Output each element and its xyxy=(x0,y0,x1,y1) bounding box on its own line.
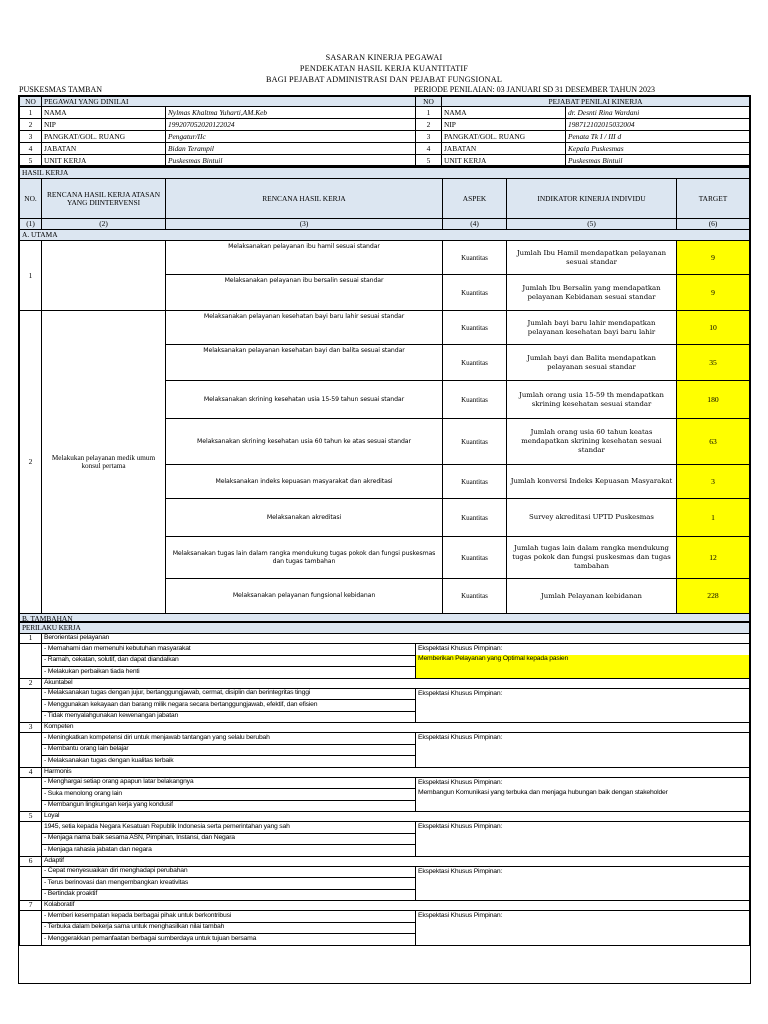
target-value: 180 xyxy=(677,381,750,419)
perilaku-item: - Suka menolong orang lain xyxy=(42,789,416,801)
identity-no: 3 xyxy=(20,131,42,143)
perilaku-item-row xyxy=(20,833,750,845)
rhk-text: Melaksanakan pelayanan kesehatan bayi baru lahir sesuai standar xyxy=(166,311,443,345)
perilaku-item-row xyxy=(20,789,750,801)
identity-row xyxy=(20,131,750,143)
target-value: 10 xyxy=(677,311,750,345)
colnum-3: (3) xyxy=(166,219,443,230)
perilaku-no-spacer xyxy=(20,688,42,723)
iki-text: Jumlah tugas lain dalam rangka mendukung tugas pokok dan fungsi puskesmas dan tugas tambahan xyxy=(507,537,677,579)
identity-no-2: 5 xyxy=(416,155,442,167)
no-header: NO xyxy=(20,97,42,107)
iki-text: Jumlah bayi baru lahir mendapatkan pelayanan kesehatan bayi baru lahir xyxy=(507,311,677,345)
ekspektasi-value xyxy=(416,833,750,856)
aspek-value: Kuantitas xyxy=(443,241,507,275)
perilaku-no: 1 xyxy=(20,634,42,644)
hasil-kerja-row xyxy=(20,311,750,345)
rhk-text: Melaksanakan akreditasi xyxy=(166,499,443,537)
ekspektasi-label: Ekspektasi Khusus Pimpinan: xyxy=(416,644,750,656)
colnum-1: (1) xyxy=(20,219,42,230)
no-header-2: NO xyxy=(416,97,442,107)
aspek-value: Kuantitas xyxy=(443,275,507,311)
rhk-atasan-empty xyxy=(42,241,166,311)
perilaku-title-row xyxy=(20,678,750,688)
col-target: TARGET xyxy=(677,179,750,219)
aspek-value: Kuantitas xyxy=(443,419,507,465)
ekspektasi-label: Ekspektasi Khusus Pimpinan: xyxy=(416,866,750,878)
aspek-value: Kuantitas xyxy=(443,579,507,614)
utama-section: A. UTAMA xyxy=(20,230,750,241)
pegawai-header: PEGAWAI YANG DINILAI xyxy=(42,97,416,107)
perilaku-item-row xyxy=(20,878,750,890)
identity-label: NAMA xyxy=(42,107,166,119)
pejabat-value: 198712102015032004 xyxy=(566,119,750,131)
aspek-value: Kuantitas xyxy=(443,311,507,345)
iki-text: Jumlah bayi dan Balita mendapatkan pelayanan sesuai standar xyxy=(507,345,677,381)
colnum-4: (4) xyxy=(443,219,507,230)
rhk-atasan: Melakukan pelayanan medik umum konsul pertama xyxy=(42,311,166,614)
perilaku-item: - Meningkatkan kompetensi diri untuk menjawab tantangan yang selalu berubah xyxy=(42,733,416,745)
iki-text: Jumlah Ibu Bersalin yang mendapatkan pelayanan Kebidanan sesuai standar xyxy=(507,275,677,311)
perilaku-item: - Menghargai setiap orang apapun latar belakangnya xyxy=(42,777,416,789)
pegawai-value: Pengatur/IIc xyxy=(166,131,416,143)
target-value: 1 xyxy=(677,499,750,537)
perilaku-item-row xyxy=(20,777,750,789)
identity-label: UNIT KERJA xyxy=(42,155,166,167)
identity-label: PANGKAT/GOL. RUANG xyxy=(42,131,166,143)
doc-subtitle: PENDEKATAN HASIL KERJA KUANTITATIF xyxy=(299,64,469,73)
perilaku-title: Akuntabel xyxy=(42,678,750,688)
pejabat-header: PEJABAT PENILAI KINERJA xyxy=(442,97,750,107)
rhk-text: Melaksanakan indeks kepuasan masyarakat dan akreditasi xyxy=(166,465,443,499)
perilaku-item: - Cepat menyesuaikan diri menghadapi perubahan xyxy=(42,866,416,878)
perilaku-item-row xyxy=(20,822,750,834)
identity-table xyxy=(18,95,751,166)
perilaku-title: Loyal xyxy=(42,812,750,822)
perilaku-item: - Menjaga nama baik sesama ASN, Pimpinan, Instansi, dan Negara xyxy=(42,833,416,845)
identity-label-2: NIP xyxy=(442,119,566,131)
perilaku-item: - Melaksanakan tugas dengan jujur, bertanggungjawab, cermat, disiplin dan berintegritas tinggi xyxy=(42,688,416,700)
rhk-text: Melaksanakan pelayanan kesehatan bayi dan balita sesuai standar xyxy=(166,345,443,381)
unit-name: PUSKESMAS TAMBAN xyxy=(19,85,103,94)
perilaku-section: PERILAKU KERJA xyxy=(20,623,750,634)
identity-row xyxy=(20,155,750,167)
perilaku-item: - Bertindak proaktif xyxy=(42,889,416,901)
ekspektasi-value: Memberikan Pelayanan yang Optimal kepada pasien xyxy=(416,655,750,678)
rhk-text: Melaksanakan tugas lain dalam rangka mendukung tugas pokok dan fungsi puskesmas dan tugas tambahan xyxy=(166,537,443,579)
perilaku-no-spacer xyxy=(20,733,42,768)
perilaku-item: - Menggunakan kekayaan dan barang milik negara secara bertanggungjawab, efektif, dan efisien xyxy=(42,700,416,712)
identity-no: 1 xyxy=(20,107,42,119)
ekspektasi-label: Ekspektasi Khusus Pimpinan: xyxy=(416,777,750,789)
rhk-group-no: 1 xyxy=(20,241,42,311)
col-no: NO. xyxy=(20,179,42,219)
perilaku-item-row xyxy=(20,922,750,934)
iki-text: Jumlah orang usia 60 tahun keatas mendapatkan skrining kesehatan sesuai standar xyxy=(507,419,677,465)
perilaku-no-spacer xyxy=(20,644,42,679)
ekspektasi-label: Ekspektasi Khusus Pimpinan: xyxy=(416,911,750,923)
perilaku-item: - Membangun lingkungan kerja yang kondusif xyxy=(42,800,416,812)
ekspektasi-label: Ekspektasi Khusus Pimpinan: xyxy=(416,688,750,700)
colnum-6: (6) xyxy=(677,219,750,230)
target-value: 228 xyxy=(677,579,750,614)
identity-label-2: JABATAN xyxy=(442,143,566,155)
perilaku-title-row xyxy=(20,634,750,644)
perilaku-title: Adaptif xyxy=(42,856,750,866)
perilaku-item: - Melakukan perbaikan tiada henti xyxy=(42,667,416,679)
doc-title: SASARAN KINERJA PEGAWAI xyxy=(325,53,443,62)
perilaku-no: 5 xyxy=(20,812,42,822)
pegawai-value: Puskesmas Bintuil xyxy=(166,155,416,167)
target-value: 9 xyxy=(677,241,750,275)
target-value: 3 xyxy=(677,465,750,499)
perilaku-no: 7 xyxy=(20,901,42,911)
aspek-value: Kuantitas xyxy=(443,537,507,579)
periode-penilaian: PERIODE PENILAIAN: 03 JANUARI SD 31 DESEMBER TAHUN 2023 xyxy=(414,85,655,94)
col-iki: INDIKATOR KINERJA INDIVIDU xyxy=(507,179,677,219)
pegawai-value: Bidan Terampil xyxy=(166,143,416,155)
ekspektasi-value xyxy=(416,922,750,945)
identity-no-2: 2 xyxy=(416,119,442,131)
perilaku-item-row xyxy=(20,744,750,756)
pejabat-value: Penata Tk I / III d xyxy=(566,131,750,143)
perilaku-item: - Terus berinovasi dan mengembangkan kreativitas xyxy=(42,878,416,890)
perilaku-title: Berorientasi pelayanan xyxy=(42,634,750,644)
perilaku-item: 1945, setia kepada Negara Kesatuan Republik Indonesia serta pemerintahan yang sah xyxy=(42,822,416,834)
aspek-value: Kuantitas xyxy=(443,499,507,537)
ekspektasi-value xyxy=(416,744,750,767)
target-value: 35 xyxy=(677,345,750,381)
identity-no-2: 3 xyxy=(416,131,442,143)
perilaku-no-spacer xyxy=(20,911,42,946)
rhk-text: Melaksanakan pelayanan ibu hamil sesuai standar xyxy=(166,241,443,275)
col-rhk: RENCANA HASIL KERJA xyxy=(166,179,443,219)
perilaku-no: 2 xyxy=(20,678,42,688)
perilaku-title-row xyxy=(20,901,750,911)
identity-no: 4 xyxy=(20,143,42,155)
perilaku-item: - Tidak menyalahgunakan kewenangan jabatan xyxy=(42,711,416,723)
perilaku-title-row xyxy=(20,767,750,777)
perilaku-no-spacer xyxy=(20,866,42,901)
ekspektasi-value xyxy=(416,700,750,723)
perilaku-item-row xyxy=(20,733,750,745)
perilaku-item-row xyxy=(20,655,750,667)
target-value: 12 xyxy=(677,537,750,579)
aspek-value: Kuantitas xyxy=(443,381,507,419)
perilaku-item-row xyxy=(20,688,750,700)
col-atasan: RENCANA HASIL KERJA ATASAN YANG DIINTERVENSI xyxy=(42,179,166,219)
ekspektasi-value xyxy=(416,878,750,901)
perilaku-no-spacer xyxy=(20,777,42,812)
pejabat-value: Puskesmas Bintuil xyxy=(566,155,750,167)
perilaku-title-row xyxy=(20,812,750,822)
perilaku-kerja-table xyxy=(18,621,751,984)
identity-label: JABATAN xyxy=(42,143,166,155)
rhk-text: Melaksanakan pelayanan ibu bersalin sesuai standar xyxy=(166,275,443,311)
rhk-text: Melaksanakan pelayanan fungsional kebidanan xyxy=(166,579,443,614)
iki-text: Jumlah Pelayanan kebidanan xyxy=(507,579,677,614)
rhk-text: Melaksanakan skrining kesehatan usia 60 tahun ke atas sesuai standar xyxy=(166,419,443,465)
perilaku-no: 4 xyxy=(20,767,42,777)
perilaku-item-row xyxy=(20,644,750,656)
identity-no: 2 xyxy=(20,119,42,131)
iki-text: Survey akreditasi UPTD Puskesmas xyxy=(507,499,677,537)
hasil-kerja-table xyxy=(18,166,751,621)
doc-subtitle-2: BAGI PEJABAT ADMINISTRASI DAN PEJABAT FUNGSIONAL xyxy=(265,75,503,84)
perilaku-item: - Ramah, cekatan, solutif, dan dapat diandalkan xyxy=(42,655,416,667)
tambahan-section: B. TAMBAHAN xyxy=(20,614,750,625)
iki-text: Jumlah konversi Indeks Kepuasan Masyarakat xyxy=(507,465,677,499)
ekspektasi-label: Ekspektasi Khusus Pimpinan: xyxy=(416,822,750,834)
perilaku-item-row xyxy=(20,866,750,878)
identity-row xyxy=(20,107,750,119)
colnum-2: (2) xyxy=(42,219,166,230)
perilaku-no: 6 xyxy=(20,856,42,866)
identity-row xyxy=(20,143,750,155)
identity-no-2: 1 xyxy=(416,107,442,119)
perilaku-item: - Terbuka dalam bekerja sama untuk menghasilkan nilai tambah xyxy=(42,922,416,934)
perilaku-item: - Melaksanakan tugas dengan kualitas terbaik xyxy=(42,756,416,768)
aspek-value: Kuantitas xyxy=(443,465,507,499)
iki-text: Jumlah Ibu Hamil mendapatkan pelayanan sesuai standar xyxy=(507,241,677,275)
colnum-5: (5) xyxy=(507,219,677,230)
ekspektasi-label: Ekspektasi Khusus Pimpinan: xyxy=(416,733,750,745)
target-value: 63 xyxy=(677,419,750,465)
hasil-kerja-section: HASIL KERJA xyxy=(20,168,750,179)
identity-row xyxy=(20,119,750,131)
pegawai-value: 19920705202012202​4 xyxy=(166,119,416,131)
rhk-group-no: 2 xyxy=(20,311,42,614)
perilaku-title-row xyxy=(20,723,750,733)
perilaku-item: - Menggerakkan pemanfaatan berbagai sumberdaya untuk tujuan bersama xyxy=(42,934,416,946)
col-aspek: ASPEK xyxy=(443,179,507,219)
iki-text: Jumlah orang usia 15-59 th mendapatkan skrining kesehatan sesuai standar xyxy=(507,381,677,419)
perilaku-title: Kolaboratif xyxy=(42,901,750,911)
identity-label: NIP xyxy=(42,119,166,131)
target-value: 9 xyxy=(677,275,750,311)
identity-no-2: 4 xyxy=(416,143,442,155)
hasil-kerja-row xyxy=(20,241,750,275)
identity-label-2: PANGKAT/GOL. RUANG xyxy=(442,131,566,143)
perilaku-title-row xyxy=(20,856,750,866)
perilaku-item: - Menjaga rahasia jabatan dan negara xyxy=(42,845,416,857)
perilaku-item: - Membantu orang lain belajar xyxy=(42,744,416,756)
pejabat-value: Kepala Puskesmas xyxy=(566,143,750,155)
perilaku-no: 3 xyxy=(20,723,42,733)
pegawai-value: Nylmas Khaltma Yuharti,AM.Keb xyxy=(166,107,416,119)
perilaku-item-row xyxy=(20,911,750,923)
perilaku-title: Harmonis xyxy=(42,767,750,777)
identity-label-2: NAMA xyxy=(442,107,566,119)
perilaku-item-row xyxy=(20,700,750,712)
identity-label-2: UNIT KERJA xyxy=(442,155,566,167)
perilaku-title: Kompeten xyxy=(42,723,750,733)
ekspektasi-value: Membangun Komunikasi yang terbuka dan menjaga hubungan baik dengan stakeholder xyxy=(416,789,750,812)
pejabat-value: dr. Desnti Rina Wardani xyxy=(566,107,750,119)
perilaku-item: - Memahami dan memenuhi kebutuhan masyarakat xyxy=(42,644,416,656)
perilaku-item: - Memberi kesempatan kepada berbagai pihak untuk berkontribusi xyxy=(42,911,416,923)
perilaku-no-spacer xyxy=(20,822,42,857)
aspek-value: Kuantitas xyxy=(443,345,507,381)
rhk-text: Melaksanakan skrining kesehatan usia 15-59 tahun sesuai standar xyxy=(166,381,443,419)
identity-no: 5 xyxy=(20,155,42,167)
